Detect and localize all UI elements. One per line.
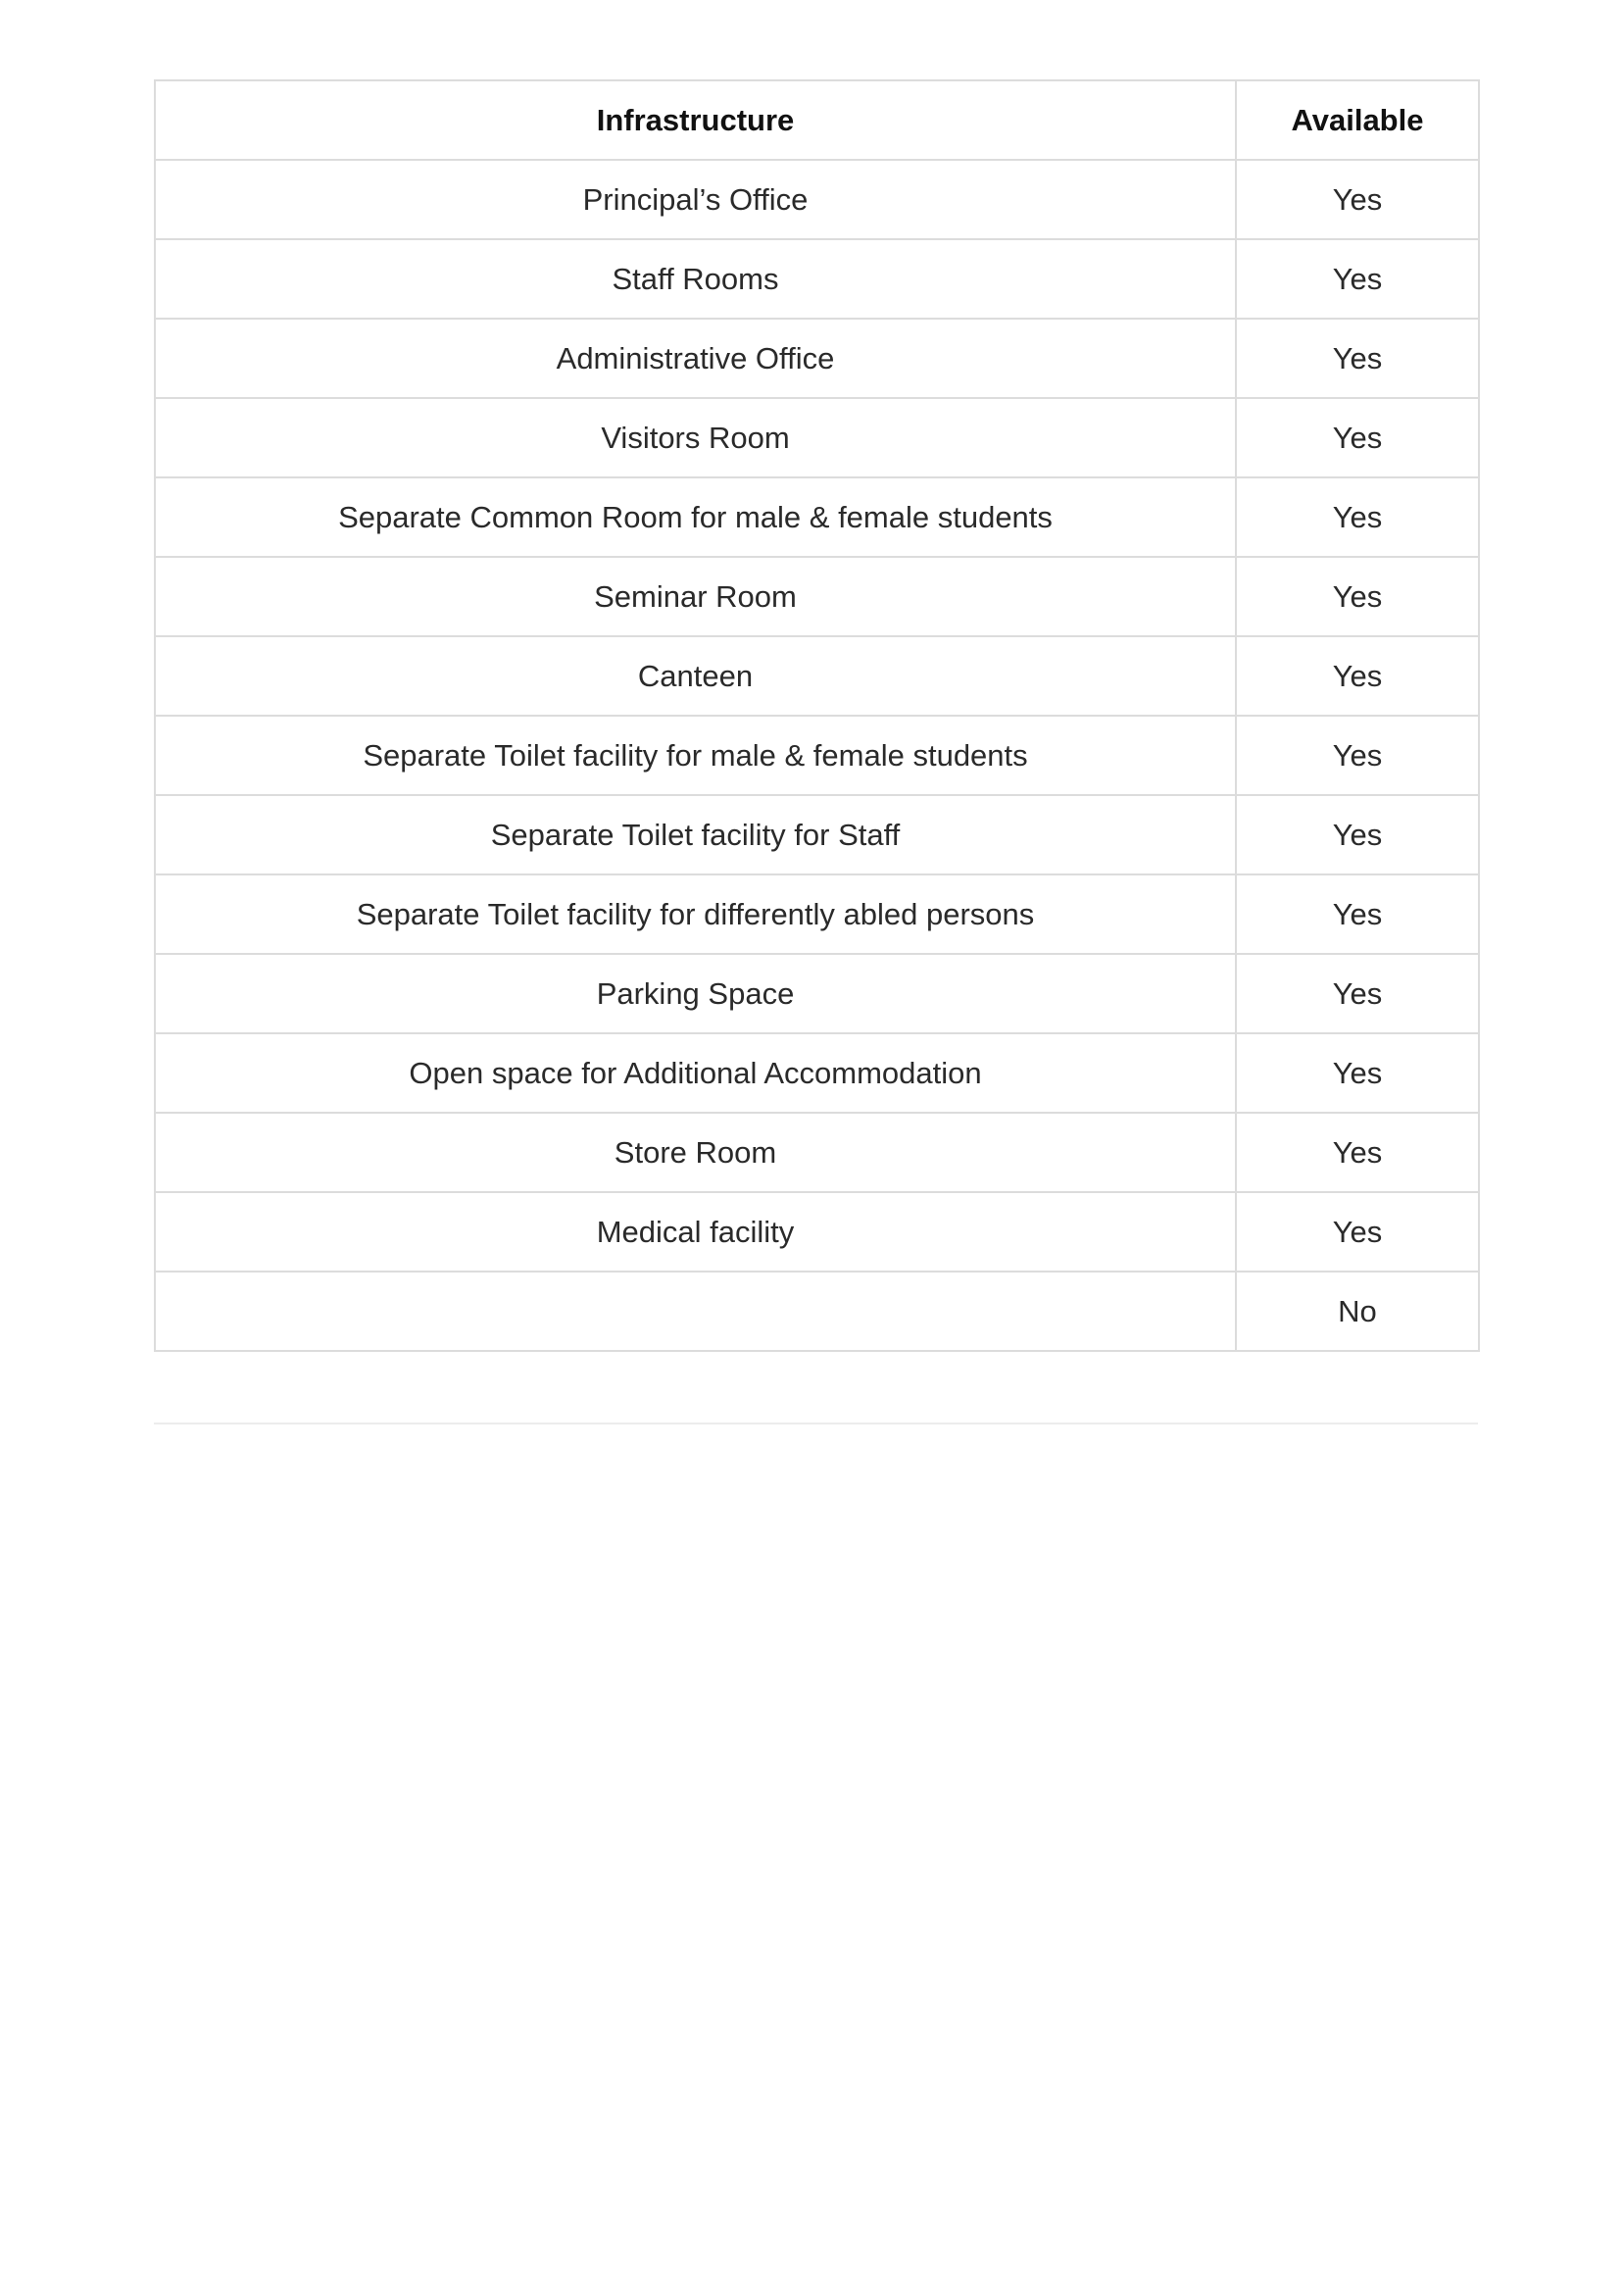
available-cell: Yes — [1236, 716, 1479, 795]
available-cell: Yes — [1236, 795, 1479, 874]
table-row — [155, 398, 1479, 477]
table-row — [155, 954, 1479, 1033]
table-row — [155, 477, 1479, 557]
infrastructure-cell: Separate Common Room for male & female students — [155, 477, 1236, 557]
infrastructure-cell — [155, 1272, 1236, 1351]
infrastructure-cell: Canteen — [155, 636, 1236, 716]
available-cell: Yes — [1236, 557, 1479, 636]
available-cell: Yes — [1236, 1192, 1479, 1272]
infrastructure-cell: Principal’s Office — [155, 160, 1236, 239]
table-row — [155, 716, 1479, 795]
table-row — [155, 1272, 1479, 1351]
available-cell: No — [1236, 1272, 1479, 1351]
table-row — [155, 239, 1479, 319]
infrastructure-cell: Separate Toilet facility for Staff — [155, 795, 1236, 874]
available-cell: Yes — [1236, 477, 1479, 557]
available-cell: Yes — [1236, 239, 1479, 319]
infrastructure-cell: Separate Toilet facility for differently abled persons — [155, 874, 1236, 954]
table-row — [155, 795, 1479, 874]
horizontal-divider — [154, 1423, 1478, 1424]
header-available: Available — [1236, 80, 1479, 160]
table-row — [155, 557, 1479, 636]
available-cell: Yes — [1236, 319, 1479, 398]
infrastructure-cell: Administrative Office — [155, 319, 1236, 398]
table-row — [155, 874, 1479, 954]
table-row — [155, 319, 1479, 398]
infrastructure-cell: Open space for Additional Accommodation — [155, 1033, 1236, 1113]
table-row — [155, 1033, 1479, 1113]
infrastructure-cell: Store Room — [155, 1113, 1236, 1192]
available-cell: Yes — [1236, 398, 1479, 477]
infrastructure-cell: Separate Toilet facility for male & female students — [155, 716, 1236, 795]
infrastructure-table — [154, 79, 1480, 1352]
table-row — [155, 160, 1479, 239]
available-cell: Yes — [1236, 954, 1479, 1033]
table-row — [155, 636, 1479, 716]
available-cell: Yes — [1236, 160, 1479, 239]
table-row — [155, 1192, 1479, 1272]
infrastructure-cell: Seminar Room — [155, 557, 1236, 636]
infrastructure-cell: Medical facility — [155, 1192, 1236, 1272]
table-row — [155, 1113, 1479, 1192]
infrastructure-cell: Parking Space — [155, 954, 1236, 1033]
available-cell: Yes — [1236, 1113, 1479, 1192]
available-cell: Yes — [1236, 1033, 1479, 1113]
header-infrastructure: Infrastructure — [155, 80, 1236, 160]
available-cell: Yes — [1236, 636, 1479, 716]
available-cell: Yes — [1236, 874, 1479, 954]
infrastructure-cell: Visitors Room — [155, 398, 1236, 477]
table-header-row — [155, 80, 1479, 160]
infrastructure-cell: Staff Rooms — [155, 239, 1236, 319]
